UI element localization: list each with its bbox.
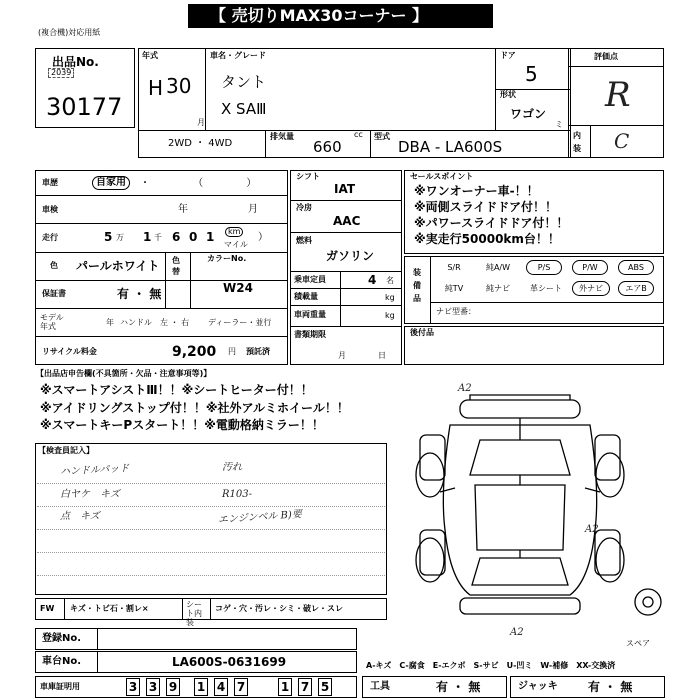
door-label: ドア	[500, 51, 516, 60]
displacement-unit: cc	[354, 130, 363, 139]
handle-label: ハンドル	[120, 318, 152, 327]
header-title: 【 売切りMAX30コーナー 】	[210, 6, 429, 25]
history-rest: ・ （ ）	[140, 178, 257, 189]
docs-month: 月	[338, 351, 346, 360]
cert-digit-2: 3	[146, 678, 160, 696]
legend: A-キズ C-腐食 E-エクボ S-サビ U-凹ミ W-補修 XX-交換済	[366, 661, 616, 670]
load-unit: kg	[385, 293, 395, 302]
cert-digit-4: 1	[194, 678, 208, 696]
year-month-label: 月	[197, 118, 205, 127]
cert-digit-8: 7	[298, 678, 312, 696]
equip-ext-navi: 外ナビ	[572, 281, 610, 296]
fuel-label: 燃料	[296, 236, 312, 245]
sales-line-4: ※実走行50000km台！！	[414, 232, 560, 246]
displacement-label: 排気量	[270, 132, 294, 141]
spare-label: スペア	[626, 639, 650, 648]
registration-label: 登録No.	[42, 633, 82, 644]
mileage-d4: 6	[172, 230, 181, 244]
interior-value: C	[614, 129, 630, 153]
shape-value: ワゴン	[510, 107, 547, 121]
equip-pw: P/W	[572, 260, 608, 275]
recycle-unit: 円	[228, 347, 236, 356]
inspector-title: 【検査員記入】	[38, 446, 94, 455]
recycle-label: リサイクル料金	[42, 347, 97, 356]
equip-tv: 純TV	[444, 284, 464, 293]
score-value: R	[605, 75, 631, 115]
jack-value: 有 ・ 無	[588, 680, 633, 694]
inspection-month: 月	[248, 204, 258, 215]
color-code: W24	[223, 281, 253, 295]
lot-stamp: 2039	[48, 68, 74, 78]
mileage-km: km	[225, 227, 243, 237]
model-year-year: 年	[106, 318, 114, 327]
lot-label: 出品No.	[52, 55, 99, 69]
warranty-value: 有 ・ 無	[117, 287, 162, 301]
header-bar	[188, 4, 493, 28]
notice-line-1: ※スマートアシストⅢ！！※シートヒーター付！！	[40, 383, 313, 397]
ac-value: AAC	[333, 214, 361, 228]
score-label: 評価点	[594, 52, 618, 61]
type-label: 型式	[374, 132, 390, 141]
color-code-label: カラーNo.	[207, 254, 247, 263]
docs-day: 日	[378, 351, 386, 360]
equip-airbag: エアB	[618, 281, 654, 296]
interior-label: 内装	[573, 131, 581, 153]
car-diagram	[400, 380, 670, 640]
shift-label: シフト	[296, 172, 320, 181]
model-name: タント	[221, 73, 267, 91]
grade-name: X SAⅢ	[221, 100, 267, 118]
mileage-d3: 千	[154, 233, 162, 242]
capacity-unit: 名	[386, 276, 394, 285]
notice-title: 【出品店申告欄(不具箇所・欠品・注意事項等)】	[36, 369, 212, 378]
recycle-value: 9,200	[172, 344, 217, 360]
name-label: 車名・グレード	[210, 51, 266, 60]
inspection-year: 年	[178, 204, 188, 215]
chassis-label: 車台No.	[42, 656, 82, 667]
sub-label: (複合機)対応用紙	[38, 28, 101, 37]
mileage-label: 走行	[42, 233, 58, 242]
mileage-d2: 1	[143, 230, 152, 244]
tools-label: 工具	[370, 681, 390, 692]
jack-label: ジャッキ	[518, 681, 558, 692]
capacity-value: 4	[368, 273, 377, 287]
color-value: パールホワイト	[76, 259, 160, 273]
shape-mark: ミ	[555, 120, 563, 129]
equip-ps: P/S	[526, 260, 562, 275]
type-value: DBA - LA600S	[398, 138, 503, 156]
drive-label: 2WD ・ 4WD	[168, 138, 233, 149]
mileage-mile: マイル	[224, 240, 248, 249]
notice-line-2: ※アイドリングストップ付！！※社外アルミホイール！！	[40, 401, 349, 415]
ac-label: 冷房	[296, 203, 312, 212]
equip-label: 装備品	[413, 268, 421, 303]
fuel-value: ガソリン	[326, 249, 375, 263]
color-change-label: 色替	[172, 256, 180, 276]
cert-digit-3: 9	[166, 678, 180, 696]
fw-label: FW	[40, 604, 55, 613]
sales-label: セールスポイント	[410, 172, 474, 181]
recycle-note: 預託済	[246, 347, 270, 356]
sales-line-1: ※ワンオーナー車-！！	[414, 184, 539, 198]
navi-label: ナビ型番：	[436, 307, 476, 316]
notice-line-3: ※スマートキーPスタート！！※電動格納ミラー！！	[40, 418, 324, 432]
seat-label: シート内装	[186, 600, 202, 627]
equip-aw: 純A/W	[485, 263, 511, 272]
weight-label: 車両重量	[294, 310, 326, 319]
year-value: 30	[166, 74, 192, 98]
inspector-note-right-3: エンジンベル B)要	[217, 509, 303, 526]
chassis-value: LA600S-0631699	[172, 655, 287, 669]
displacement-value: 660	[313, 138, 342, 156]
equip-seat: 革シート	[530, 284, 562, 293]
after-label: 後付品	[410, 328, 434, 337]
lot-number: 30177	[46, 93, 123, 121]
sales-line-3: ※パワースライドドア付！！	[414, 216, 569, 230]
tools-value: 有 ・ 無	[436, 680, 481, 694]
cert-digit-9: 5	[318, 678, 332, 696]
inspection-label: 車検	[42, 205, 58, 214]
inspector-note-right-2: R103-	[222, 489, 252, 500]
docs-label: 書類期限	[294, 330, 326, 339]
handle-value: 左 ・ 右	[160, 318, 190, 327]
inspector-note-right-1: 汚れ	[222, 462, 242, 473]
cert-digit-6: 7	[234, 678, 248, 696]
mileage-d5: 0	[189, 230, 198, 244]
dealer-label: ディーラー・並行	[208, 318, 272, 327]
shape-label: 形状	[500, 90, 516, 99]
mileage-d6: 1	[206, 230, 215, 244]
diagram-mark-front: A2	[458, 383, 472, 394]
history-value: 自家用	[92, 176, 130, 190]
warranty-label: 保証書	[42, 289, 66, 298]
weight-unit: kg	[385, 311, 395, 320]
load-label: 積載量	[294, 292, 318, 301]
year-era: H	[148, 76, 164, 100]
cert-digit-1: 3	[126, 678, 140, 696]
door-value: 5	[525, 62, 538, 86]
inspector-note-3: 点 キズ	[60, 511, 100, 522]
seat-value: コゲ・穴・汚レ・シミ・破レ・スレ	[215, 604, 343, 613]
color-label: 色	[50, 261, 58, 270]
mileage-paren: ）	[258, 232, 268, 243]
diagram-mark-right: A2	[585, 524, 599, 535]
year-label: 年式	[142, 51, 158, 60]
registration-row	[35, 628, 357, 650]
equip-navi: 純ナビ	[486, 284, 510, 293]
fw-value: キズ・トビ石・割レ×	[70, 604, 149, 613]
cert-label: 車庫証明用	[40, 682, 80, 691]
model-year-label: モデル年式	[40, 313, 64, 331]
history-label: 車歴	[42, 178, 58, 187]
cert-digit-5: 4	[214, 678, 228, 696]
after-box	[404, 326, 664, 365]
mileage-d1: 万	[116, 233, 124, 242]
mileage-d0: 5	[104, 230, 113, 244]
diagram-mark-rear: A2	[510, 627, 524, 638]
inspector-note-2: 白ヤケ キズ	[60, 489, 120, 500]
cert-digit-7: 1	[278, 678, 292, 696]
inspector-note-1: ハンドルパッド	[59, 463, 130, 478]
capacity-label: 乗車定員	[294, 275, 326, 284]
sales-line-2: ※両側スライドドア付！！	[414, 200, 557, 214]
shift-value: IAT	[334, 182, 356, 196]
equip-abs: ABS	[618, 260, 654, 275]
equip-sr: S/R	[447, 263, 461, 272]
